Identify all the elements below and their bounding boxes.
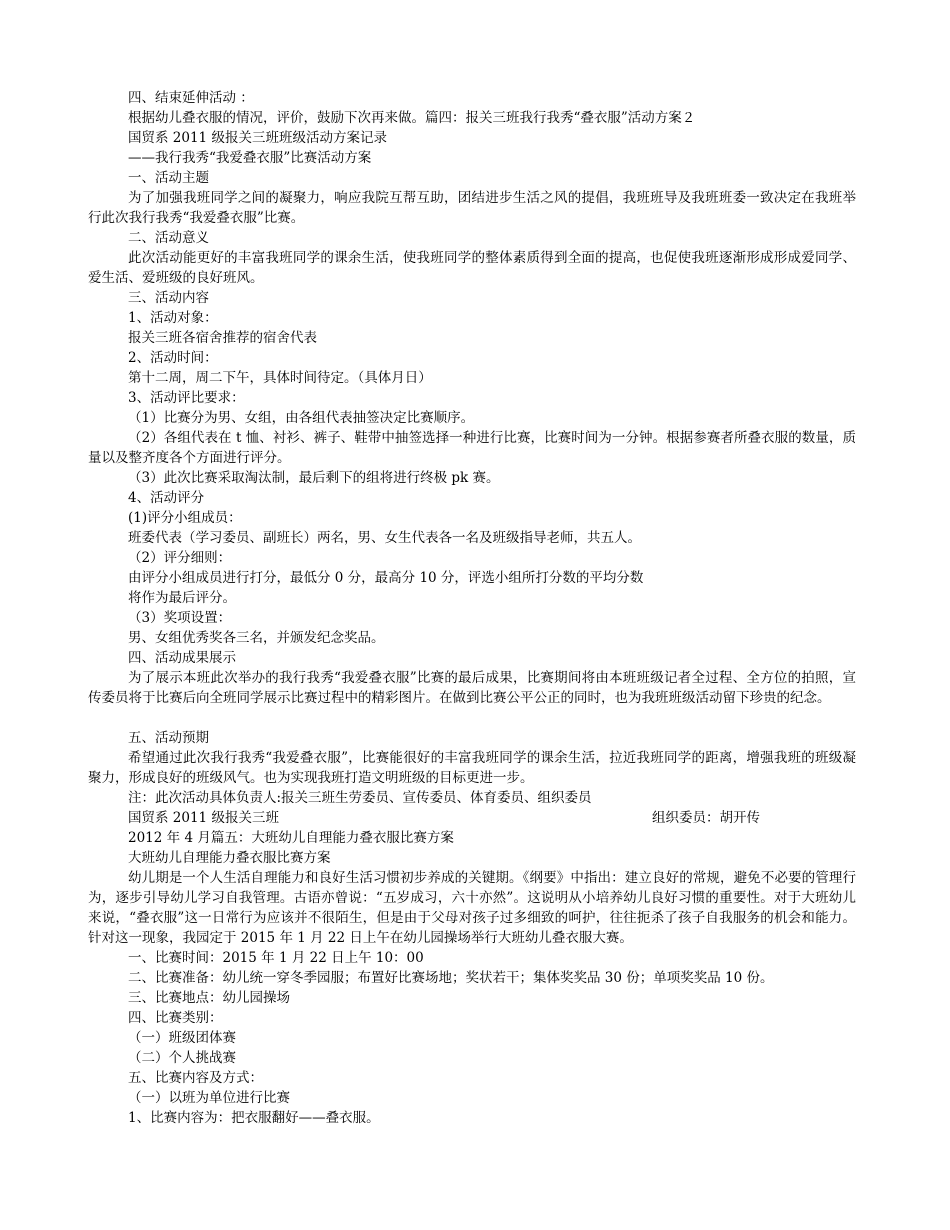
- heading-end-activity: 四、结束延伸活动 ：: [128, 90, 254, 106]
- text-line: （一）以班为单位进行比赛: [128, 1090, 290, 1106]
- text-line: 2、活动时间：: [128, 350, 218, 366]
- text-line: 五、比赛内容及方式：: [128, 1070, 263, 1086]
- text-line: （一）班级团体赛: [128, 1030, 236, 1046]
- text-line: 注：此次活动具体负责人:报关三班生劳委员、宣传委员、体育委员、组织委员: [128, 790, 592, 806]
- text-line: 报关三班各宿舍推荐的宿舍代表: [128, 330, 317, 346]
- text-line: (1)评分小组成员：: [128, 510, 242, 526]
- signature-class: 国贸系 2011 级报关三班: [128, 810, 279, 826]
- paragraph: 为了展示本班此次举办的我行我秀“我爱叠衣服”比赛的最后成果，比赛期间将由本班班级记者全过程、全方位的拍照，宣传委员将于比赛后向全班同学展示比赛过程中的精彩图片。在做到比赛公平公正的同时，也为我班班级活动留下珍贵的纪念。: [88, 670, 856, 706]
- signature-committee: 组织委员：胡开传: [652, 810, 760, 826]
- text-line: 根据幼儿叠衣服的情况，评价，鼓励下次再来做。篇四：报关三班我行我秀“叠衣服”活动方案２: [128, 110, 696, 126]
- paragraph: （2）各组代表在 t 恤、衬衫、裤子、鞋带中抽签选择一种进行比赛，比赛时间为一分钟。根据参赛者所叠衣服的数量，质量以及整齐度各个方面进行评分。: [88, 430, 856, 466]
- text-line: （2）评分细则：: [128, 550, 232, 566]
- paragraph: 此次活动能更好的丰富我班同学的课余生活，使我班同学的整体素质得到全面的提高，也促使我班逐渐形成形成爱同学、爱生活、爱班级的良好班风。: [88, 250, 856, 286]
- text-line: 国贸系 2011 级报关三班班级活动方案记录: [128, 130, 387, 146]
- text-line: （3）此次比赛采取淘汰制，最后剩下的组将进行终极 pk 赛。: [128, 470, 500, 486]
- text-line: 三、比赛地点：幼儿园操场: [128, 990, 290, 1006]
- text-line: （3）奖项设置：: [128, 610, 232, 626]
- section-heading: 五、活动预期: [128, 730, 209, 746]
- text-line: 第十二周，周二下午，具体时间待定。（具体月日）: [128, 370, 432, 386]
- text-line: 由评分小组成员进行打分，最低分 0 分，最高分 10 分，评选小组所打分数的平均分数: [128, 570, 644, 586]
- paragraph: 为了加强我班同学之间的凝聚力，响应我院互帮互助，团结进步生活之风的提倡，我班班导及我班班委一致决定在我班举行此次我行我秀“我爱叠衣服”比赛。: [88, 190, 856, 226]
- text-line: 四、比赛类别：: [128, 1010, 223, 1026]
- text-line: 一、比赛时间：2015 年 1 月 22 日上午 10：00: [128, 950, 424, 966]
- text-line: 2012 年 4 月篇五：大班幼儿自理能力叠衣服比赛方案: [128, 830, 454, 846]
- text-line: 将作为最后评分。: [128, 590, 236, 606]
- text-line: 3、活动评比要求：: [128, 390, 245, 406]
- paragraph: 幼儿期是一个人生活自理能力和良好生活习惯初步养成的关键期。《纲要》中指出：建立良好的常规，避免不必要的管理行为，逐步引导幼儿学习自我管理。古语亦曾说：“五岁成习，六十亦然”。这说明从小培养幼儿良好习惯的重要性。对于大班幼儿来说，“叠衣服”这一日常行为应该并不很陌生，但是由于父母对孩子过多细致的呵护，往往扼杀了孩子自我服务的机会和能力。针对这一现象，我园定于 2015 年 1 月 22 日上午在幼儿园操场举行大班幼儿叠衣服大赛。: [88, 870, 856, 946]
- text-line: ——我行我秀“我爱叠衣服”比赛活动方案: [128, 150, 372, 166]
- text-line: 男、女组优秀奖各三名，并颁发纪念奖品。: [128, 630, 385, 646]
- section-heading: 三、活动内容: [128, 290, 209, 306]
- paragraph: 希望通过此次我行我秀“我爱叠衣服”，比赛能很好的丰富我班同学的课余生活，拉近我班同学的距离，增强我班的班级凝聚力，形成良好的班级风气。也为实现我班打造文明班级的目标更进一步。: [88, 750, 856, 786]
- text-line: （1）比赛分为男、女组，由各组代表抽签决定比赛顺序。: [128, 410, 475, 426]
- document-title: 大班幼儿自理能力叠衣服比赛方案: [128, 850, 331, 866]
- text-line: 二、比赛准备：幼儿统一穿冬季园服；布置好比赛场地；奖状若干；集体奖奖品 30 份；单项奖奖品 10 份。: [128, 970, 774, 986]
- text-line: 1、比赛内容为：把衣服翻好——叠衣服。: [128, 1110, 380, 1126]
- section-heading: 一、活动主题: [128, 170, 209, 186]
- text-line: 班委代表（学习委员、副班长）两名，男、女生代表各一名及班级指导老师，共五人。: [128, 530, 641, 546]
- section-heading: 4、活动评分: [128, 490, 205, 506]
- text-line: 1、活动对象：: [128, 310, 218, 326]
- section-heading: 四、活动成果展示: [128, 650, 236, 666]
- text-line: （二）个人挑战赛: [128, 1050, 236, 1066]
- section-heading: 二、活动意义: [128, 230, 209, 246]
